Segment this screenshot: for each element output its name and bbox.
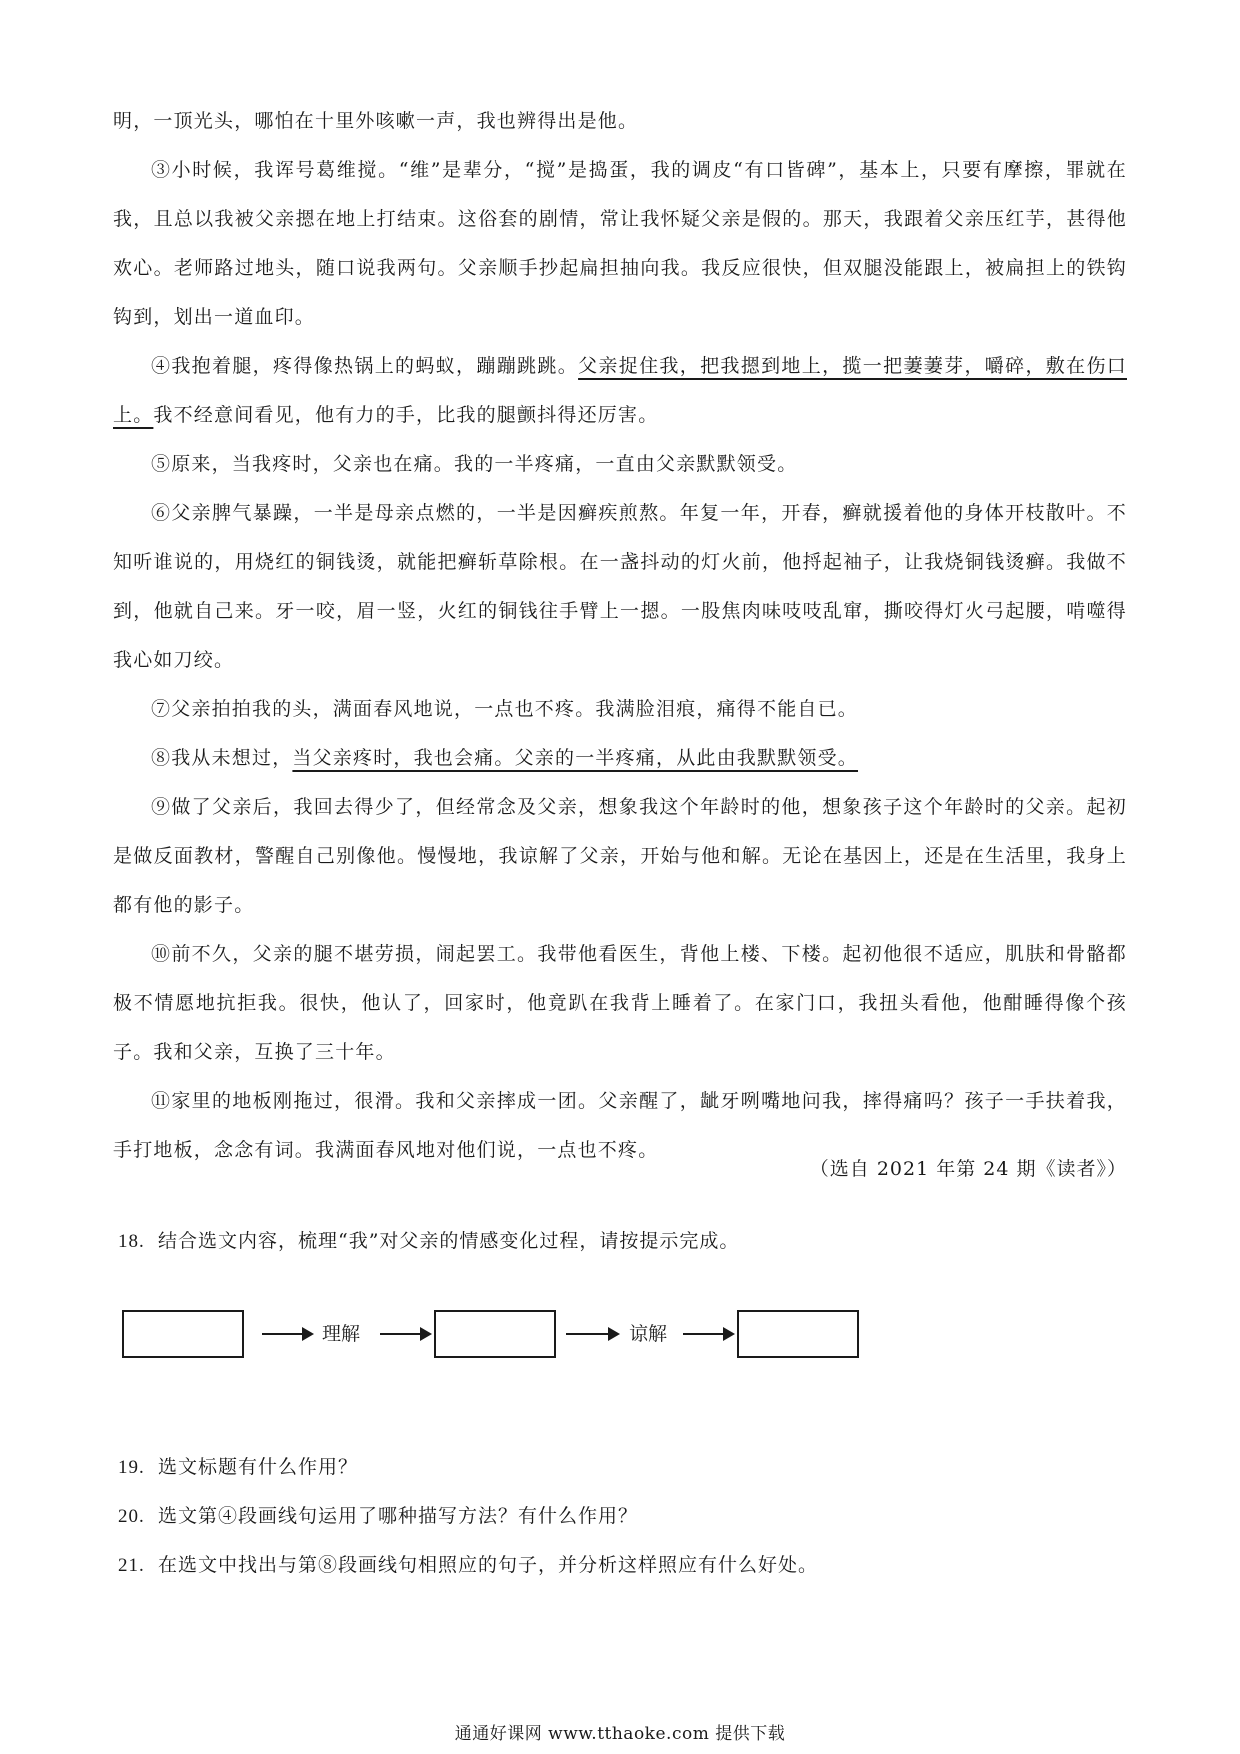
- flow-label-understand: 理解: [322, 1323, 361, 1345]
- flow-label-forgive: 谅解: [629, 1323, 668, 1345]
- question-text: 在选文中找出与第⑧段画线句相照应的句子，并分析这样照应有什么好处。: [158, 1554, 819, 1576]
- question-text: 选文第④段画线句运用了哪种描写方法？有什么作用？: [158, 1505, 639, 1527]
- flow-answer-box-2[interactable]: [434, 1310, 556, 1358]
- flow-arrow-4: [683, 1333, 733, 1335]
- question-21: [118, 1549, 818, 1582]
- paragraph-10: ⑩前不久，父亲的腿不堪劳损，闹起罢工。我带他看医生，背他上楼、下楼。起初他很不适应，肌肤和骨骼都极不情愿地抗拒我。很快，他认了，回家时，他竟趴在我背上睡着了。在家门口，我扭头看他，他酣睡得像个孩子。我和父亲，互换了三十年。: [113, 943, 1127, 1063]
- paragraph-8: [113, 734, 1127, 783]
- paragraph-3: ③小时候，我诨号葛维搅。“维”是辈分，“搅”是捣蛋，我的调皮“有口皆碑”，基本上，只要有摩擦，罪就在我，且总以我被父亲摁在地上打结束。这俗套的剧情，常让我怀疑父亲是假的。那天，我跟着父亲压红芋，甚得他欢心。老师路过地头，随口说我两句。父亲顺手抄起扁担抽向我。我反应很快，但双腿没能跟上，被扁担上的铁钩钩到，划出一道血印。: [113, 159, 1127, 328]
- flow-arrow-1: [262, 1333, 312, 1335]
- flow-answer-box-1[interactable]: [122, 1310, 244, 1358]
- paragraph-4-text-a: ④我抱着腿，疼得像热锅上的蚂蚁，蹦蹦跳跳。: [151, 355, 579, 377]
- paragraph-8-text-a: ⑧我从未想过，: [151, 747, 293, 769]
- paragraph-4: [113, 342, 1127, 440]
- passage-source: （选自 2021 年第 24 期《读者》）: [809, 1158, 1127, 1180]
- page-footer: 通通好课网 www.tthaoke.com 提供下载: [454, 1724, 786, 1744]
- paragraph-5: ⑤原来，当我疼时，父亲也在痛。我的一半疼痛，一直由父亲默默领受。: [151, 453, 798, 475]
- flow-arrow-3: [566, 1333, 618, 1335]
- paragraph-4-text-b: 我不经意间看见，他有力的手，比我的腿颤抖得还厉害。: [153, 404, 659, 426]
- flow-answer-box-3[interactable]: [737, 1310, 859, 1358]
- paragraph-continued: 明，一顶光头，哪怕在十里外咳嗽一声，我也辨得出是他。: [113, 110, 639, 132]
- question-number: 19.: [118, 1457, 145, 1478]
- paragraph-9: ⑨做了父亲后，我回去得少了，但经常念及父亲，想象我这个年龄时的他，想象孩子这个年龄时的父亲。起初是做反面教材，警醒自己别像他。慢慢地，我谅解了父亲，开始与他和解。无论在基因上，还是在生活里，我身上都有他的影子。: [113, 796, 1127, 916]
- question-18: [118, 1225, 739, 1258]
- question-19: [118, 1451, 358, 1484]
- question-number: 21.: [118, 1555, 145, 1576]
- question-text: 选文标题有什么作用？: [158, 1456, 359, 1478]
- paragraph-11: ⑪家里的地板刚拖过，很滑。我和父亲摔成一团。父亲醒了，龇牙咧嘴地问我，摔得痛吗？孩子一手扶着我，手打地板，念念有词。我满面春风地对他们说，一点也不疼。: [113, 1090, 1127, 1161]
- paragraph-6: ⑥父亲脾气暴躁，一半是母亲点燃的，一半是因癣疾煎熬。年复一年，开春，癣就援着他的身体开枝散叶。不知听谁说的，用烧红的铜钱烫，就能把癣斩草除根。在一盏抖动的灯火前，他捋起袖子，让我烧铜钱烫癣。我做不到，他就自己来。牙一咬，眉一竖，火红的铜钱往手臂上一摁。一股焦肉味吱吱乱窜，撕咬得灯火弓起腰，啃噬得我心如刀绞。: [113, 502, 1127, 671]
- flow-arrow-2: [380, 1333, 430, 1335]
- paragraph-4-underlined-sentence: 父亲捉住我，把我摁到地上，揽一把萋萋芽，嚼碎，敷在伤口上。: [113, 355, 1127, 426]
- paragraph-8-underlined-sentence: 当父亲疼时，我也会痛。父亲的一半疼痛，从此由我默默领受。: [292, 747, 859, 769]
- question-20: [118, 1500, 638, 1533]
- question-number: 18.: [118, 1231, 145, 1252]
- question-text: 结合选文内容，梳理“我”对父亲的情感变化过程，请按提示完成。: [158, 1230, 740, 1252]
- question-number: 20.: [118, 1506, 145, 1527]
- paragraph-7: ⑦父亲拍拍我的头，满面春风地说，一点也不疼。我满脸泪痕，痛得不能自已。: [151, 698, 859, 720]
